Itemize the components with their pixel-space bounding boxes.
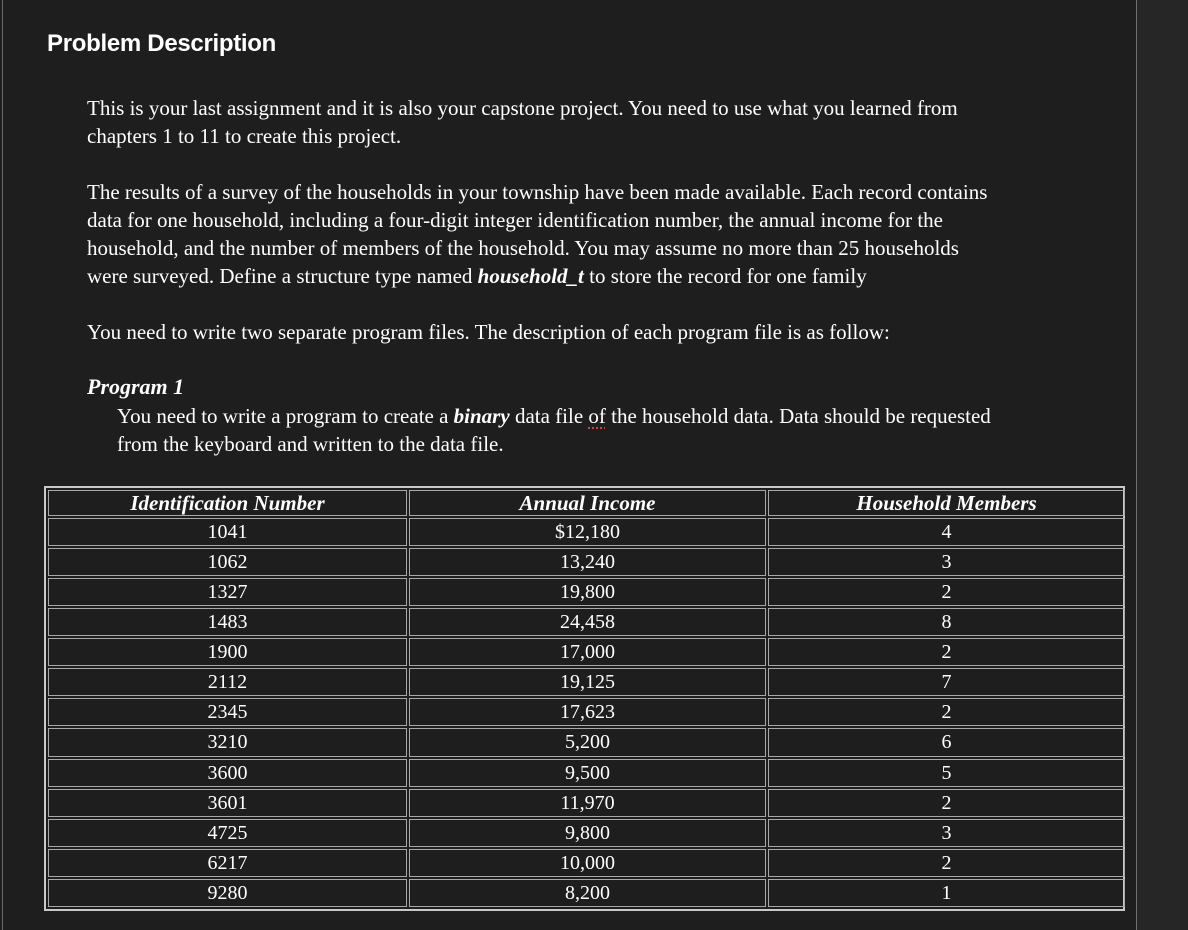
table-row xyxy=(48,548,1125,576)
page-title: Problem Description xyxy=(47,30,277,57)
text-line xyxy=(117,402,991,430)
cell-income: 10,000 xyxy=(409,849,766,877)
cell-members: 5 xyxy=(768,759,1125,787)
cell-income: 8,200 xyxy=(409,879,766,907)
cell-id: 1041 xyxy=(48,518,407,546)
cell-members: 3 xyxy=(768,819,1125,847)
cell-members: 6 xyxy=(768,728,1125,756)
text-segment: to store the record for one family xyxy=(583,264,867,288)
cell-id: 9280 xyxy=(48,879,407,907)
text-segment: data file xyxy=(509,404,589,428)
cell-id: 1483 xyxy=(48,608,407,636)
household-table xyxy=(44,486,1125,911)
table-row xyxy=(48,728,1125,756)
table-row xyxy=(48,789,1125,817)
struct-name: household_t xyxy=(477,264,584,288)
table-row xyxy=(48,608,1125,636)
cell-members: 2 xyxy=(768,578,1125,606)
intro-paragraph xyxy=(87,94,958,150)
cell-income: 9,800 xyxy=(409,819,766,847)
table-row xyxy=(48,668,1125,696)
table-row xyxy=(48,849,1125,877)
cell-income: 19,800 xyxy=(409,578,766,606)
survey-paragraph xyxy=(87,178,987,290)
cell-income: 17,000 xyxy=(409,638,766,666)
text-line: household, and the number of members of the household. You may assume no more than 25 households xyxy=(87,236,959,260)
column-header-id: Identification Number xyxy=(48,490,407,516)
text-segment: the household data. Data should be requested xyxy=(605,404,991,428)
cell-id: 6217 xyxy=(48,849,407,877)
cell-members: 2 xyxy=(768,849,1125,877)
cell-income: 17,623 xyxy=(409,698,766,726)
cell-members: 3 xyxy=(768,548,1125,576)
cell-members: 8 xyxy=(768,608,1125,636)
cell-id: 4725 xyxy=(48,819,407,847)
cell-income: 24,458 xyxy=(409,608,766,636)
programs-paragraph xyxy=(87,318,890,346)
cell-income: 19,125 xyxy=(409,668,766,696)
cell-id: 3210 xyxy=(48,728,407,756)
right-scroll-area[interactable] xyxy=(1136,0,1188,930)
table-row xyxy=(48,879,1125,907)
text-line: You need to write two separate program files. The description of each program file is as follow: xyxy=(87,320,890,344)
left-border xyxy=(2,0,3,930)
cell-members: 2 xyxy=(768,638,1125,666)
cell-income: 9,500 xyxy=(409,759,766,787)
program-1-title: Program 1 xyxy=(87,374,185,399)
text-line: This is your last assignment and it is also your capstone project. You need to use what you learned from xyxy=(87,96,958,120)
text-segment: You need to write a program to create a xyxy=(117,404,454,428)
cell-id: 3600 xyxy=(48,759,407,787)
text-line: data for one household, including a four-digit integer identification number, the annual income for the xyxy=(87,208,943,232)
table-row xyxy=(48,518,1125,546)
cell-members: 7 xyxy=(768,668,1125,696)
text-line: chapters 1 to 11 to create this project. xyxy=(87,124,402,148)
cell-income: 11,970 xyxy=(409,789,766,817)
cell-id: 1327 xyxy=(48,578,407,606)
cell-id: 1062 xyxy=(48,548,407,576)
cell-income: $12,180 xyxy=(409,518,766,546)
table-row xyxy=(48,819,1125,847)
spellcheck-word[interactable]: of xyxy=(588,404,606,428)
table-row xyxy=(48,578,1125,606)
cell-members: 1 xyxy=(768,879,1125,907)
text-segment: were surveyed. Define a structure type named xyxy=(87,264,478,288)
cell-id: 3601 xyxy=(48,789,407,817)
program-1-description xyxy=(117,402,991,458)
cell-id: 2112 xyxy=(48,668,407,696)
table-row xyxy=(48,759,1125,787)
binary-emphasis: binary xyxy=(453,404,510,428)
cell-members: 2 xyxy=(768,698,1125,726)
text-line: The results of a survey of the households in your township have been made available. Each record contains xyxy=(87,180,988,204)
text-line: from the keyboard and written to the data file. xyxy=(117,432,504,456)
column-header-income: Annual Income xyxy=(409,490,766,516)
cell-income: 5,200 xyxy=(409,728,766,756)
column-header-members: Household Members xyxy=(768,490,1125,516)
table-row xyxy=(48,698,1125,726)
table-row xyxy=(48,638,1125,666)
table-header-row xyxy=(48,490,1125,516)
text-line xyxy=(87,262,987,290)
data-table xyxy=(46,488,1127,909)
cell-income: 13,240 xyxy=(409,548,766,576)
cell-id: 2345 xyxy=(48,698,407,726)
cell-members: 2 xyxy=(768,789,1125,817)
cell-id: 1900 xyxy=(48,638,407,666)
cell-members: 4 xyxy=(768,518,1125,546)
